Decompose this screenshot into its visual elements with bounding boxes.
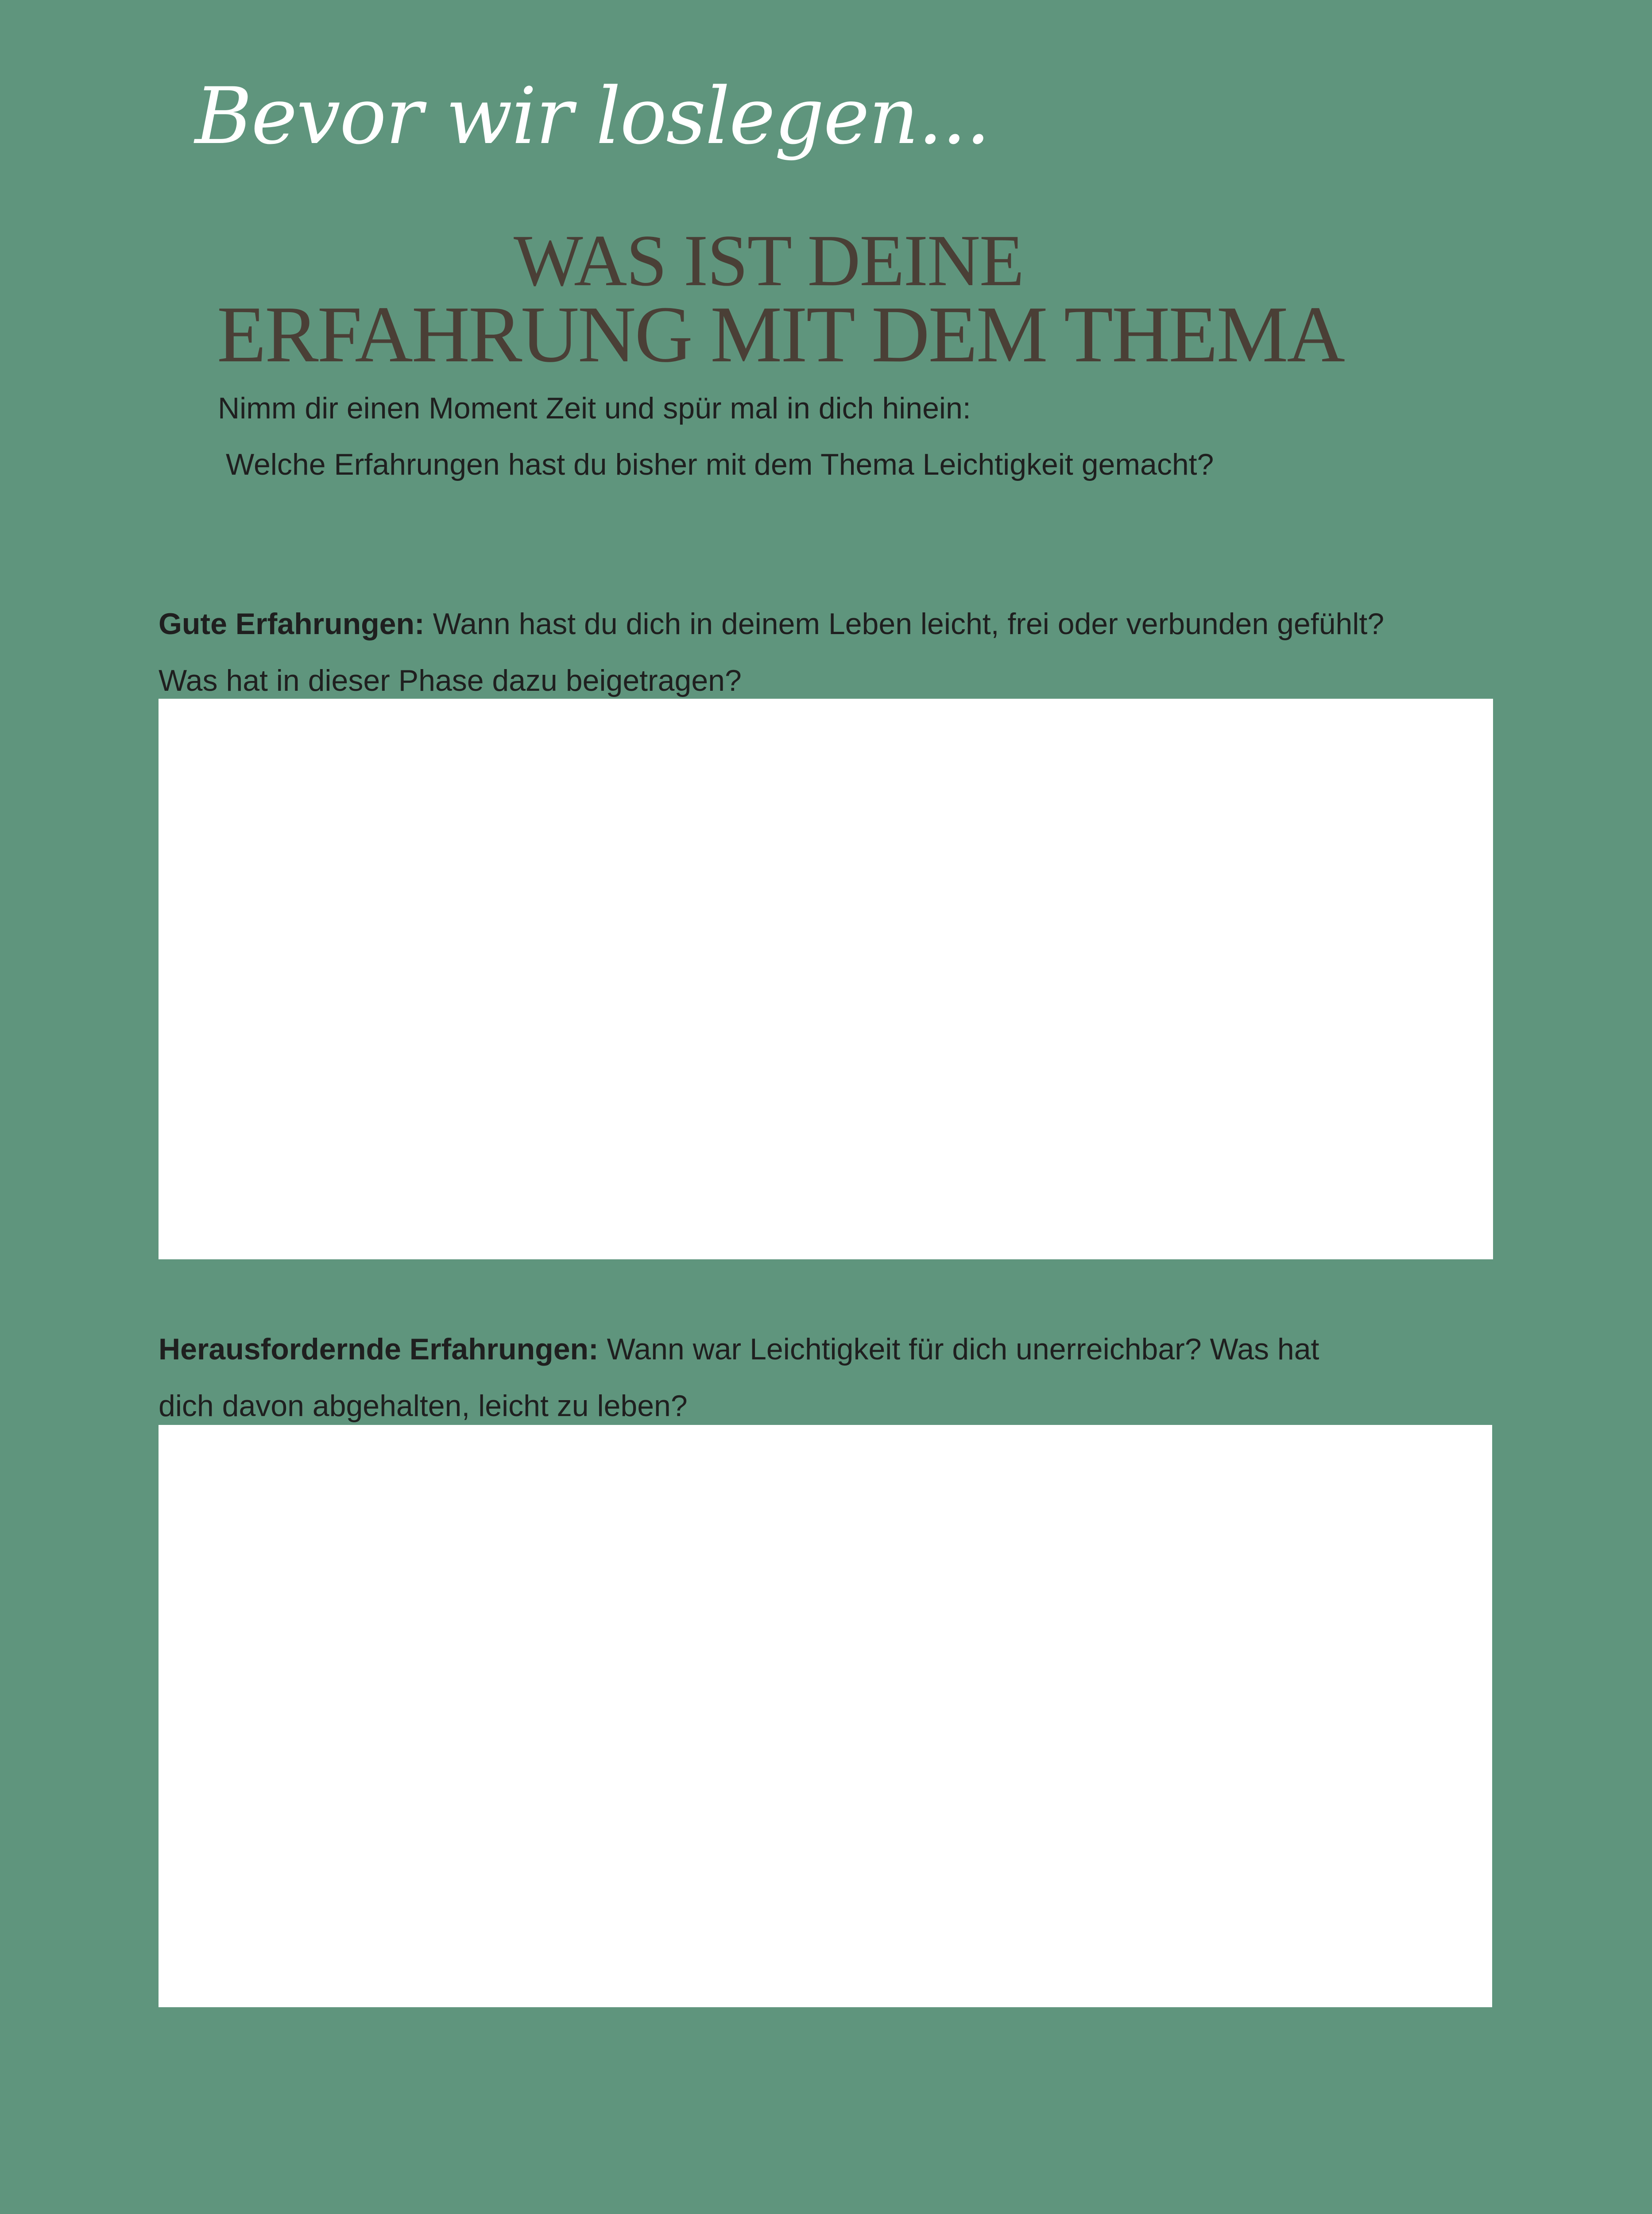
question-line <box>159 1321 1319 1378</box>
intro-text-2: Welche Erfahrungen hast du bisher mit dem Thema Leichtigkeit gemacht? <box>226 448 1214 481</box>
headline-line-2: ERFAHRUNG MIT DEM THEMA <box>217 290 1344 379</box>
headline-line-1: WAS IST DEINE <box>514 220 1024 301</box>
intro-text-1: Nimm dir einen Moment Zeit und spür mal in dich hinein: <box>218 391 971 425</box>
question-challenging-experiences <box>159 1321 1319 1434</box>
question-line: dich davon abgehalten, leicht zu leben? <box>159 1389 688 1423</box>
question-line: Was hat in dieser Phase dazu beigetragen? <box>159 664 742 697</box>
question-text: Wann hast du dich in deinem Leben leicht, frei oder verbunden gefühlt? <box>433 607 1385 641</box>
question-label: Gute Erfahrungen: <box>159 607 425 641</box>
question-line <box>159 596 1384 652</box>
answer-box-good-experiences[interactable] <box>159 699 1493 1259</box>
question-good-experiences <box>159 596 1384 709</box>
question-label: Herausfordernde Erfahrungen: <box>159 1332 599 1366</box>
question-text: Wann war Leichtigkeit für dich unerreichbar? Was hat <box>607 1332 1319 1366</box>
script-title: Bevor wir loslegen... <box>195 71 990 162</box>
answer-box-challenging-experiences[interactable] <box>159 1425 1492 2007</box>
